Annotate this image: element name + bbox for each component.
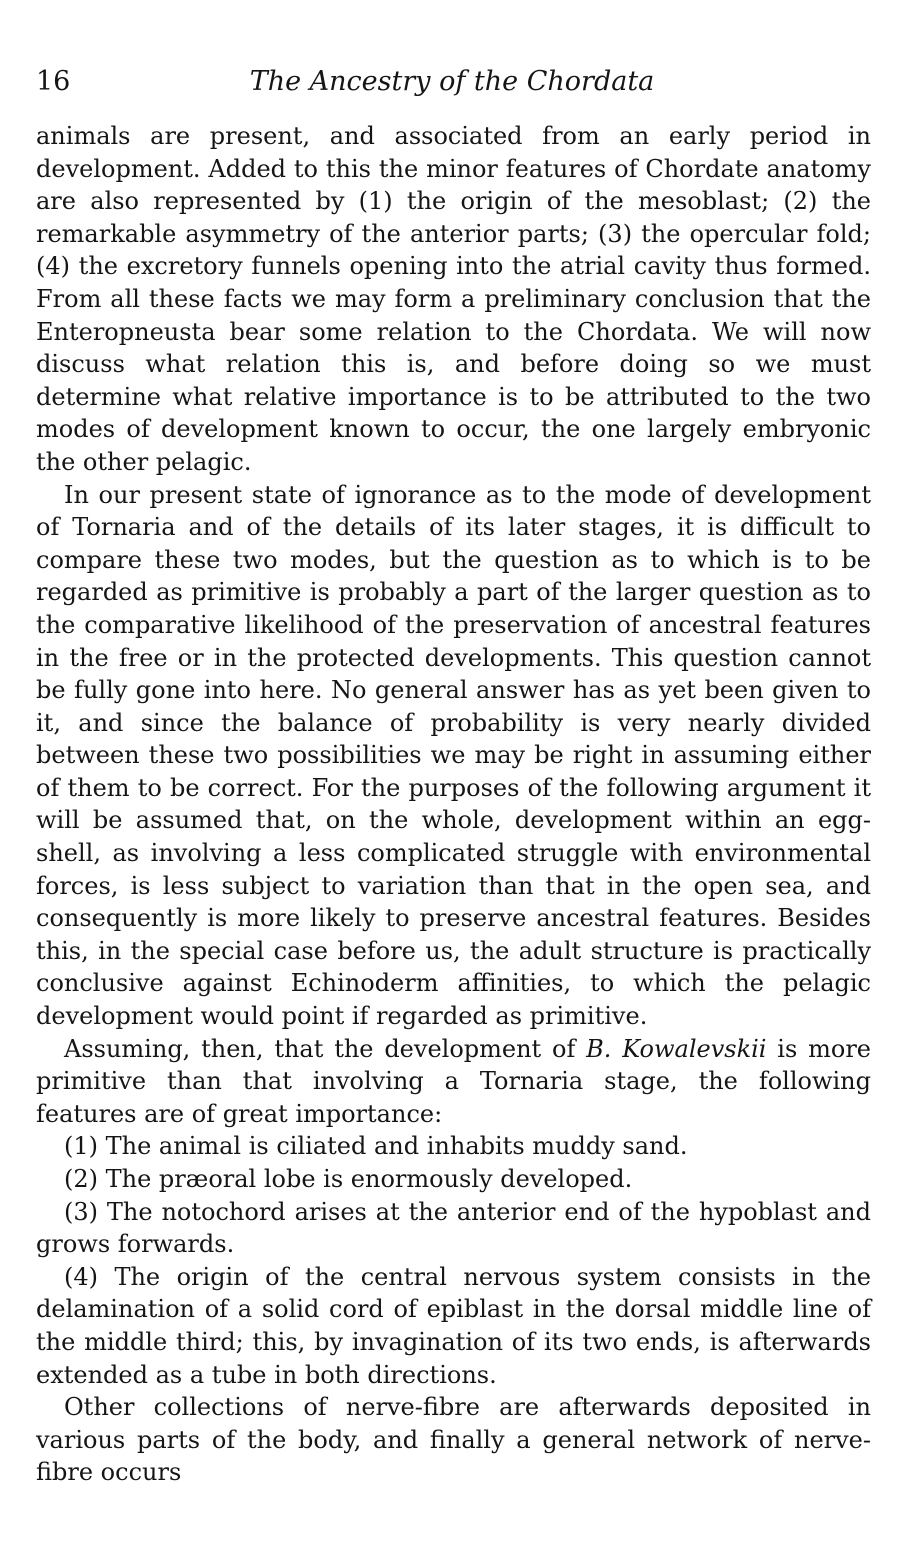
species-name: B. Kowalevskii [586,1034,767,1063]
list-item-3: (3) The notochord arises at the anterior end of the hypoblast and grows forwards. [36,1197,871,1259]
paragraph-3 [36,1033,871,1131]
page-number: 16 [36,66,71,97]
running-title: The Ancestry of the Chordata [249,66,655,97]
paragraph-2: In our present state of ignorance as to the mode of development of Tornaria and of the details of its later stages, it is difficult to compare these two modes, but the question as to which is to be regarded as primitive is probably a part of the larger question as to the comparative likelihood of the preservation of ancestral features in the free or in the protected developments. This question cannot be fully gone into here. No general answer has as yet been given to it, and since the balance of probability is very nearly divided between these two possibilities we may be right in assuming either of them to be correct. For the purposes of the following argument it will be assumed that, on the whole, development within an egg-shell, as involving a less complicated struggle with environmental forces, is less subject to variation than that in the open sea, and consequently is more likely to preserve ancestral features. Besides this, in the special case before us, the adult structure is practically conclusive against Echinoderm affinities, to which the pelagic development would point if regarded as primitive. [36,480,871,1031]
paragraph-3-text-b: is more primitive than that involving a Tornaria stage, the following features are of great importance: [36,1034,871,1128]
body-text [36,120,871,1489]
list-item-1: (1) The animal is ciliated and inhabits muddy sand. [64,1132,688,1161]
paragraph-3-text-a: Assuming, then, that the development of [64,1034,587,1063]
paragraph-4: Other collections of nerve-fibre are afterwards deposited in various parts of the body, and finally a general network of nerve-fibre occurs [36,1393,871,1487]
paragraph-1: animals are present, and associated from an early period in development. Added to this the minor features of Chordate anatomy are also represented by (1) the origin of the mesoblast; (2) the remarkable asymmetry of the anterior parts; (3) the opercular fold; (4) the excretory funnels opening into the atrial cavity thus formed. From all these facts we may form a preliminary conclusion that the Enteropneusta bear some relation to the Chordata. We will now discuss what relation this is, and before doing so we must determine what relative importance is to be attributed to the two modes of development known to occur, the one largely embryonic the other pelagic. [36,122,871,476]
list-item-4: (4) The origin of the central nervous system consists in the delamination of a solid cord of epiblast in the dorsal middle line of the middle third; this, by invagination of its two ends, is afterwards extended as a tube in both directions. [36,1262,871,1389]
list-item-2: (2) The præoral lobe is enormously developed. [64,1165,633,1193]
page-header [36,62,868,102]
